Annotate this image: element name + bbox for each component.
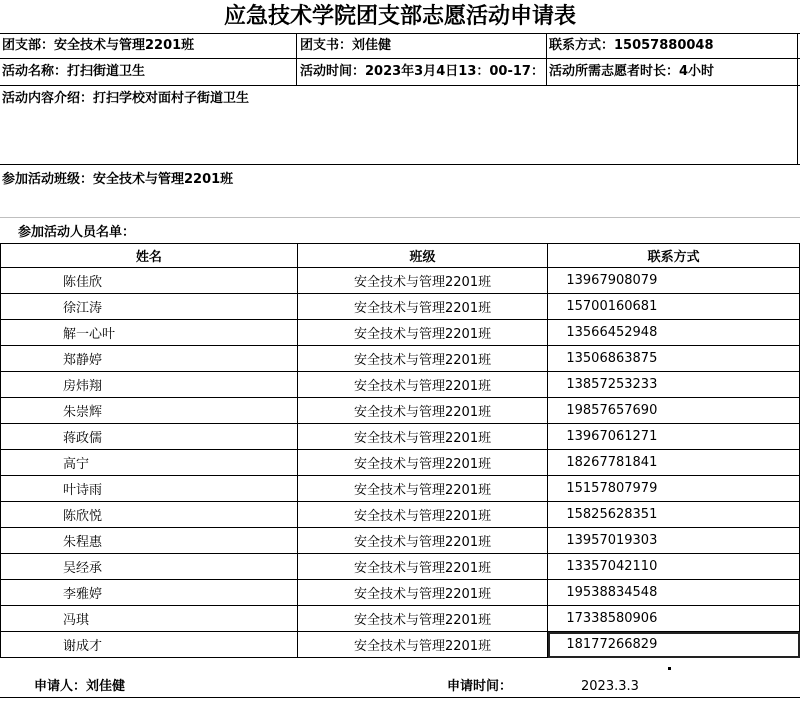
phone-cell[interactable]: 15157807979 xyxy=(548,476,800,502)
name-cell[interactable]: 朱程惠 xyxy=(1,528,298,554)
roster-table xyxy=(0,243,800,658)
class-cell[interactable]: 安全技术与管理2201班 xyxy=(297,450,548,476)
table-row xyxy=(1,294,800,320)
activity-time-cell[interactable]: 活动时间：2023年3月4日13：00-17： xyxy=(300,64,544,79)
grid-line xyxy=(0,58,800,59)
class-cell[interactable]: 安全技术与管理2201班 xyxy=(297,268,548,294)
table-row xyxy=(1,450,800,476)
phone-cell[interactable]: 13967908079 xyxy=(548,268,800,294)
phone-cell[interactable]: 13857253233 xyxy=(548,372,800,398)
grid-line xyxy=(0,217,800,218)
table-row xyxy=(1,528,800,554)
name-cell[interactable]: 谢成才 xyxy=(1,632,298,658)
participating-classes-cell[interactable]: 参加活动班级：安全技术与管理2201班 xyxy=(2,172,234,187)
class-cell[interactable]: 安全技术与管理2201班 xyxy=(297,320,548,346)
name-cell[interactable]: 徐江涛 xyxy=(1,294,298,320)
name-cell[interactable]: 高宁 xyxy=(1,450,298,476)
class-cell[interactable]: 安全技术与管理2201班 xyxy=(297,372,548,398)
phone-cell[interactable]: 15825628351 xyxy=(548,502,800,528)
table-row xyxy=(1,476,800,502)
roster-label[interactable]: 参加活动人员名单： xyxy=(18,225,136,240)
grid-line xyxy=(546,33,547,85)
name-cell[interactable]: 叶诗雨 xyxy=(1,476,298,502)
table-row xyxy=(1,502,800,528)
name-cell[interactable]: 陈佳欣 xyxy=(1,268,298,294)
branch-cell[interactable]: 团支部：安全技术与管理2201班 xyxy=(2,38,195,53)
phone-cell[interactable]: 13357042110 xyxy=(548,554,800,580)
table-row xyxy=(1,424,800,450)
name-cell[interactable]: 房炜翔 xyxy=(1,372,298,398)
class-cell[interactable]: 安全技术与管理2201班 xyxy=(297,632,548,658)
grid-line xyxy=(0,697,800,698)
class-cell[interactable]: 安全技术与管理2201班 xyxy=(297,580,548,606)
class-cell[interactable]: 安全技术与管理2201班 xyxy=(297,554,548,580)
applicant-cell[interactable]: 申请人：刘佳健 xyxy=(34,679,126,694)
class-cell[interactable]: 安全技术与管理2201班 xyxy=(297,294,548,320)
phone-cell[interactable]: 13566452948 xyxy=(548,320,800,346)
class-cell[interactable]: 安全技术与管理2201班 xyxy=(297,502,548,528)
name-cell[interactable]: 蒋政儒 xyxy=(1,424,298,450)
phone-cell[interactable]: 13967061271 xyxy=(548,424,800,450)
name-cell[interactable]: 冯琪 xyxy=(1,606,298,632)
grid-line xyxy=(0,85,800,86)
phone-cell[interactable]: 13506863875 xyxy=(548,346,800,372)
name-cell[interactable]: 吴经承 xyxy=(1,554,298,580)
class-cell[interactable]: 安全技术与管理2201班 xyxy=(297,398,548,424)
selected-phone-cell[interactable]: 18177266829 xyxy=(548,632,800,658)
table-row xyxy=(1,632,800,658)
phone-cell[interactable]: 19538834548 xyxy=(548,580,800,606)
name-cell[interactable]: 陈欣悦 xyxy=(1,502,298,528)
phone-cell[interactable]: 15700160681 xyxy=(548,294,800,320)
activity-intro-cell[interactable]: 活动内容介绍：打扫学校对面村子街道卫生 xyxy=(2,91,250,106)
phone-cell[interactable]: 13957019303 xyxy=(548,528,800,554)
table-row xyxy=(1,606,800,632)
grid-line xyxy=(0,164,800,165)
name-cell[interactable]: 李雅婷 xyxy=(1,580,298,606)
table-row xyxy=(1,554,800,580)
phone-cell[interactable]: 19857657690 xyxy=(548,398,800,424)
header-class[interactable]: 班级 xyxy=(297,244,548,268)
class-cell[interactable]: 安全技术与管理2201班 xyxy=(297,528,548,554)
name-cell[interactable]: 解一心叶 xyxy=(1,320,298,346)
table-row xyxy=(1,580,800,606)
activity-name-cell[interactable]: 活动名称：打扫街道卫生 xyxy=(2,64,146,79)
header-name[interactable]: 姓名 xyxy=(1,244,298,268)
class-cell[interactable]: 安全技术与管理2201班 xyxy=(297,476,548,502)
grid-line xyxy=(296,33,297,85)
table-row xyxy=(1,346,800,372)
table-row xyxy=(1,320,800,346)
volunteer-hours-cell[interactable]: 活动所需志愿者时长：4小时 xyxy=(549,64,715,79)
table-row xyxy=(1,398,800,424)
selection-fill-handle[interactable] xyxy=(668,667,671,670)
class-cell[interactable]: 安全技术与管理2201班 xyxy=(297,424,548,450)
table-row xyxy=(1,372,800,398)
table-header-row xyxy=(1,244,800,268)
table-row xyxy=(1,268,800,294)
name-cell[interactable]: 郑静婷 xyxy=(1,346,298,372)
grid-line xyxy=(0,33,800,34)
class-cell[interactable]: 安全技术与管理2201班 xyxy=(297,346,548,372)
grid-line xyxy=(797,33,798,164)
contact-cell[interactable]: 联系方式：15057880048 xyxy=(549,38,714,53)
header-phone[interactable]: 联系方式 xyxy=(548,244,800,268)
secretary-cell[interactable]: 团支书：刘佳健 xyxy=(300,38,392,53)
apply-time-label[interactable]: 申请时间： xyxy=(447,679,513,694)
name-cell[interactable]: 朱崇辉 xyxy=(1,398,298,424)
phone-cell[interactable]: 18267781841 xyxy=(548,450,800,476)
phone-cell[interactable]: 17338580906 xyxy=(548,606,800,632)
form-title: 应急技术学院团支部志愿活动申请表 xyxy=(223,4,576,29)
apply-time-value[interactable]: 2023.3.3 xyxy=(581,679,639,694)
class-cell[interactable]: 安全技术与管理2201班 xyxy=(297,606,548,632)
